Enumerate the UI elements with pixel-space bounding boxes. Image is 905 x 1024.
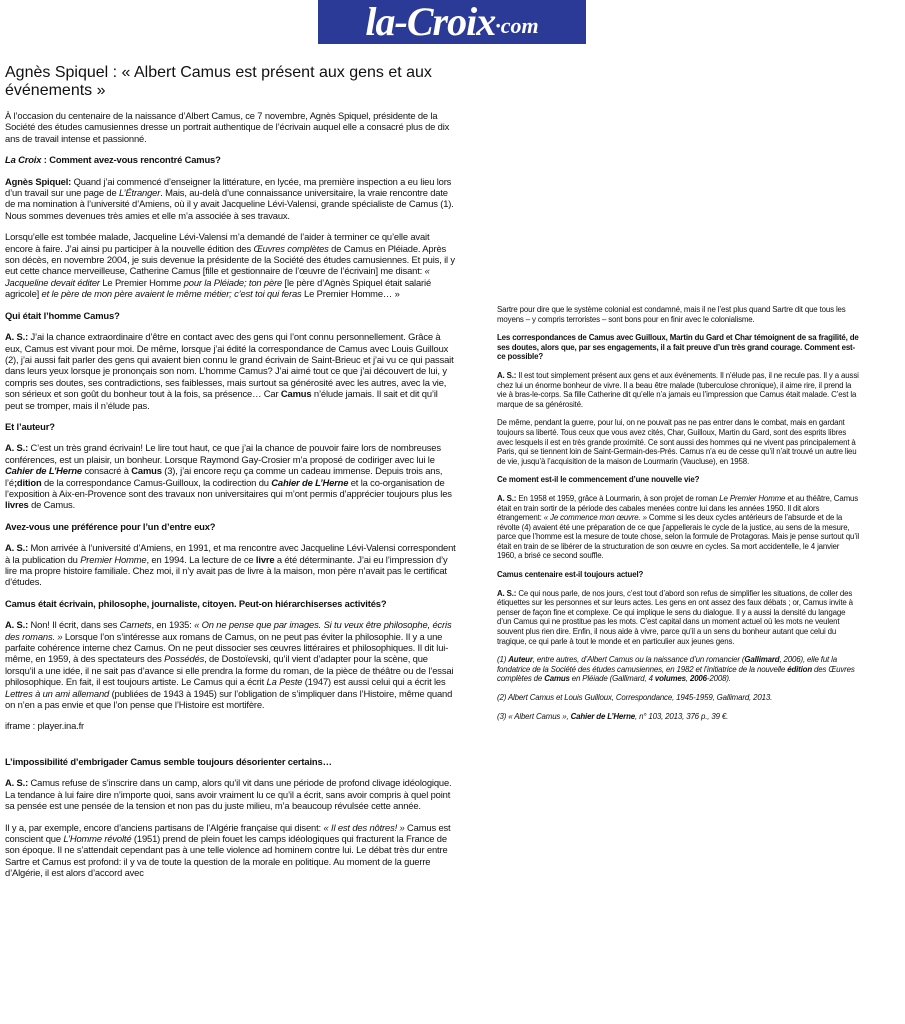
- question-7: Les correspondances de Camus avec Guilloux, Martin du Gard et Char témoignent de sa fragilité, de ses doutes, alors que, par ses engagements, il a fait preuve d’un très grand courage. Comment est-ce possible?: [497, 333, 859, 362]
- answer-4: A. S.: Mon arrivée à l’université d’Amiens, en 1991, et ma rencontre avec Jacqueline Lévi-Valensi correspondent à la publication du Premier Homme, en 1994. La lecture de ce livre a été déterminante. J’ai eu l’impression d’y lire ma propre histoire familiale. Chez moi, il n’y avait pas de livre à la maison, mon père n’avait pas le certificat d’études.: [5, 542, 456, 588]
- article-intro: À l’occasion du centenaire de la naissance d’Albert Camus, ce 7 novembre, Agnès Spiquel, présidente de la Société des études camusiennes dresse un portrait authentique de l’écrivain auquel elle a consacré plus de dix ans de travail intense et passionné.: [5, 110, 450, 144]
- article-left-column: [5, 64, 457, 889]
- answer-2: A. S.: J’ai la chance extraordinaire d’être en contact avec des gens qui l’ont connu personnellement. Grâce à eux, Camus est vivant pour moi. De même, lorsque j’ai édité la correspondance de Camus avec Louis Guilloux (2), j’ai aussi fait parler des gens qui avaient bien connu le grand écrivain de Saint-Brieuc et j’ai vu ce qui passait dans leurs yeux lorsque je prononçais son nom. L’homme Camus? J’ai aimé tout ce que j’ai découvert de lui, y compris ses doutes, ses contradictions, ses faiblesses, mais surtout sa générosité avec les autres, avec la vie, son sérieux et son goût du bonheur tout à la fois, sa présence… Car Camus n’élude jamais. Il sait et dit qu’il peut se tromper, mais il n’élude pas.: [5, 331, 454, 411]
- article-right-column: [497, 305, 860, 730]
- footnote-2: (2) Albert Camus et Louis Guilloux, Correspondance, 1945-1959, Gallimard, 2013.: [497, 693, 773, 702]
- answer-8: A. S.: En 1958 et 1959, grâce à Lourmarin, à son projet de roman Le Premier Homme et au théâtre, Camus était en train sortir de la période des cabales menées contre lui dans les années 1950. Il dit alors étrangement: « Je commence mon œuvre. » Comme si les deux cycles antérieurs de l’absurde et de la révolte (4) avaient été une préparation de ce que j’appellerais le cycle de la justice, au sens de la mesure, parce que l’homme est la mesure de toute chose, selon la formule de Protagoras. Mais je pense surtout qu’il était en train de se libérer de la structuration de son œuvre en cycles. Sa mort accidentelle, le 4 janvier 1960, a brisé ce second souffle.: [497, 493, 860, 561]
- footnote-1: (1) Auteur, entre autres, d’Albert Camus ou la naissance d’un romancier (Gallimard, 2006), elle fut la fondatrice de la Société des études camusiennes, en 1982 et l’initiatrice de la nouvelle édition des Œuvres complètes de Camus en Pléiade (Gallimard, 4 volumes, 2006-2008).: [497, 655, 855, 684]
- answer-3: A. S.: C’est un très grand écrivain! Le lire tout haut, ce que j’ai la chance de pouvoir faire lors de nombreuses conférences, est un plaisir, un bonheur. Lorsque Raymond Gay-Crosier m’a proposé de codiriger avec lui le Cahier de L’Herne consacré à Camus (3), j’ai encore reçu ça comme un cadeau immense. Depuis trois ans, l’é;dition de la correspondance Camus-Guilloux, la codirection du Cahier de L’Herne et la co-organisation de l’exposition à Aix-en-Provence sont des travaux non universitaires qui m’ont permis d’apprécier toujours plus les livres de Camus.: [5, 442, 452, 511]
- logo-domain: ·com: [495, 13, 539, 38]
- question-6: L’impossibilité d’embrigader Camus semble toujours désorienter certains…: [5, 755, 332, 767]
- question-9: Camus centenaire est-il toujours actuel?: [497, 570, 644, 580]
- answer-6-continued: Sartre pour dire que le système colonial est condamné, mais il ne l’est plus quand Sartre dit que tous les moyens – y compris terroristes – sont bons pour en finir avec le colonialisme.: [497, 305, 846, 324]
- article-title: Agnès Spiquel : « Albert Camus est présent aux gens et aux événements »: [5, 64, 432, 99]
- question-2: Qui était l’homme Camus?: [5, 309, 120, 321]
- answer-9: A. S.: Ce qui nous parle, de nos jours, c’est tout d’abord son refus de simplifier les situations, de coller des étiquettes sur les personnes et sur leurs actes. Les gens en ont assez des faux débats ; or, Camus invite à penser de façon fine et complexe. Ce qui implique le sens du dialogue. Il y a aussi la densité du langage d’un Camus qui ne prostitue pas les mots. C’est capital dans un moment actuel où les mots ne veulent souvent plus rien dire. Enfin, il nous aide à vivre, parce qu’il a un sens du bonheur autant que celui du tragique, ce qui parle à tout le monde et en particulier aux jeunes gens.: [497, 588, 853, 646]
- answer-1-paragraph-1: Agnès Spiquel: Quand j’ai commencé d’enseigner la littérature, en lycée, ma première inspection a eu lieu lors d’un travail sur une page de L’Étranger. Mais, au-delà d’une connaissance universitaire, la vraie rencontre date de ma nomination à l’université d’Amiens, où il y avait Jacqueline Lévi-Valensi, grande spécialiste de Camus (1). Nous sommes devenues très amies et elle m’a associée à ses travaux.: [5, 175, 454, 221]
- answer-7-paragraph-2: De même, pendant la guerre, pour lui, on ne pouvait pas ne pas entrer dans le combat, mais en gardant toujours sa liberté. Tous ceux que vous avez cités, Char, Guilloux, Martin du Gard, sont des esprits libres avec lesquels il est en très grande proximité. Ce sont aussi des hommes qui ne vivent pas principalement à Paris, qui se tiennent loin de Saint-Germain-des-Prés. Camus n’a eu de cesse qu’il n’ait trouvé un autre lieu de vie, jusqu’à l’acquisition de la maison de Lourmarin (Vaucluse), en 1958.: [497, 418, 857, 466]
- answer-7: A. S.: Il est tout simplement présent aux gens et aux événements. Il n’élude pas, il ne recule pas. Il y a aussi chez lui un énorme bonheur de vivre. Il a beau être malade (tuberculose chronique), il aime rire, il prend la vie à bras-le-corps. Sa fille Catherine dit qu’elle n’a jamais eu l’impression que Camus était malade. C’est la marque de sa générosité.: [497, 370, 859, 409]
- question-1: La Croix : Comment avez-vous rencontré Camus?: [5, 154, 221, 166]
- embedded-iframe-label: iframe : player.ina.fr: [5, 720, 85, 732]
- answer-5: A. S.: Non! Il écrit, dans ses Carnets, en 1935: « On ne pense que par images. Si tu veux être philosophe, écris des romans. » Lorsque l’on s’intéresse aux romans de Camus, on ne peut pas éviter la philosophie. Il y a une parfaite cohérence interne chez Camus. On ne peut dissocier ses œuvres littéraires et philosophiques. Il dit lui-même, en 1959, à des spectateurs des Possédés, de Dostoïevski, qu’il vient d’adapter pour la scène, que lorsqu’il a une idée, il ne sait pas d’avance si elle prendra la forme du roman, de la pièce de théâtre ou de l’essai philosophique. En fait, il est toujours artiste. Le Camus qui a écrit La Peste (1947) est aussi celui qui a écrit les Lettres à un ami allemand (publiées de 1943 à 1945) sur l’obligation de s’impliquer dans l’Histoire, même quand on n’en a pas envie et que l’on pense que l’Histoire est mortifère.: [5, 619, 454, 711]
- question-5: Camus était écrivain, philosophe, journaliste, citoyen. Peut-on hiérarchiserses activités?: [5, 597, 387, 609]
- logo-brand: la-Croix: [365, 0, 496, 44]
- site-logo[interactable]: [318, 0, 586, 44]
- answer-6-paragraph-2: Il y a, par exemple, encore d’anciens partisans de l’Algérie française qui disent: « Il est des nôtres! » Camus est conscient que L’Homme révolté (1951) prend de plein fouet les camps idéologiques qui fracturent la France de son époque. Il ne s’attendait cependant pas à une telle violence ad hominem contre lui. Le débat très dur entre Sartre et Camus est profond: il y va de toute la question de la morale en politique. Au moment de la guerre d’Algérie, il est alors d’accord avec: [5, 821, 451, 879]
- footnote-3: (3) « Albert Camus », Cahier de L’Herne, n° 103, 2013, 376 p., 39 €.: [497, 711, 729, 721]
- question-8: Ce moment est-il le commencement d’une nouvelle vie?: [497, 475, 700, 485]
- question-4: Avez-vous une préférence pour l’un d’entre eux?: [5, 520, 216, 532]
- answer-6: A. S.: Camus refuse de s’inscrire dans un camp, alors qu’il vit dans une période de profond clivage idéologique. La tendance à lui faire dire n’importe quoi, sans avoir vraiment lu ce qu’il a écrit, sans avoir compris à quel point sa pensée est une pensée de la tension et non pas du juste milieu, m’a beaucoup révulsée cette année.: [5, 777, 452, 812]
- question-3: Et l’auteur?: [5, 420, 55, 432]
- answer-1-paragraph-2: Lorsqu’elle est tombée malade, Jacqueline Lévi-Valensi m’a demandé de l’aider à terminer ce qu’elle avait encore à faire. J’ai ainsi pu participer à la nouvelle édition des Œuvres complètes de Camus en Pléiade. Après son décès, en novembre 2004, je suis devenue la présidente de la Société des études camusiennes. Et puis, il y eut cette chance merveilleuse, Catherine Camus [fille et gestionnaire de l’œuvre de l’écrivain] me disant: « Jacqueline devait éditer Le Premier Homme pour la Pléiade; ton père [le père d’Agnès Spiquel était salarié agricole] et le père de mon père avaient le même métier; c’est toi qui feras Le Premier Homme… »: [5, 231, 455, 300]
